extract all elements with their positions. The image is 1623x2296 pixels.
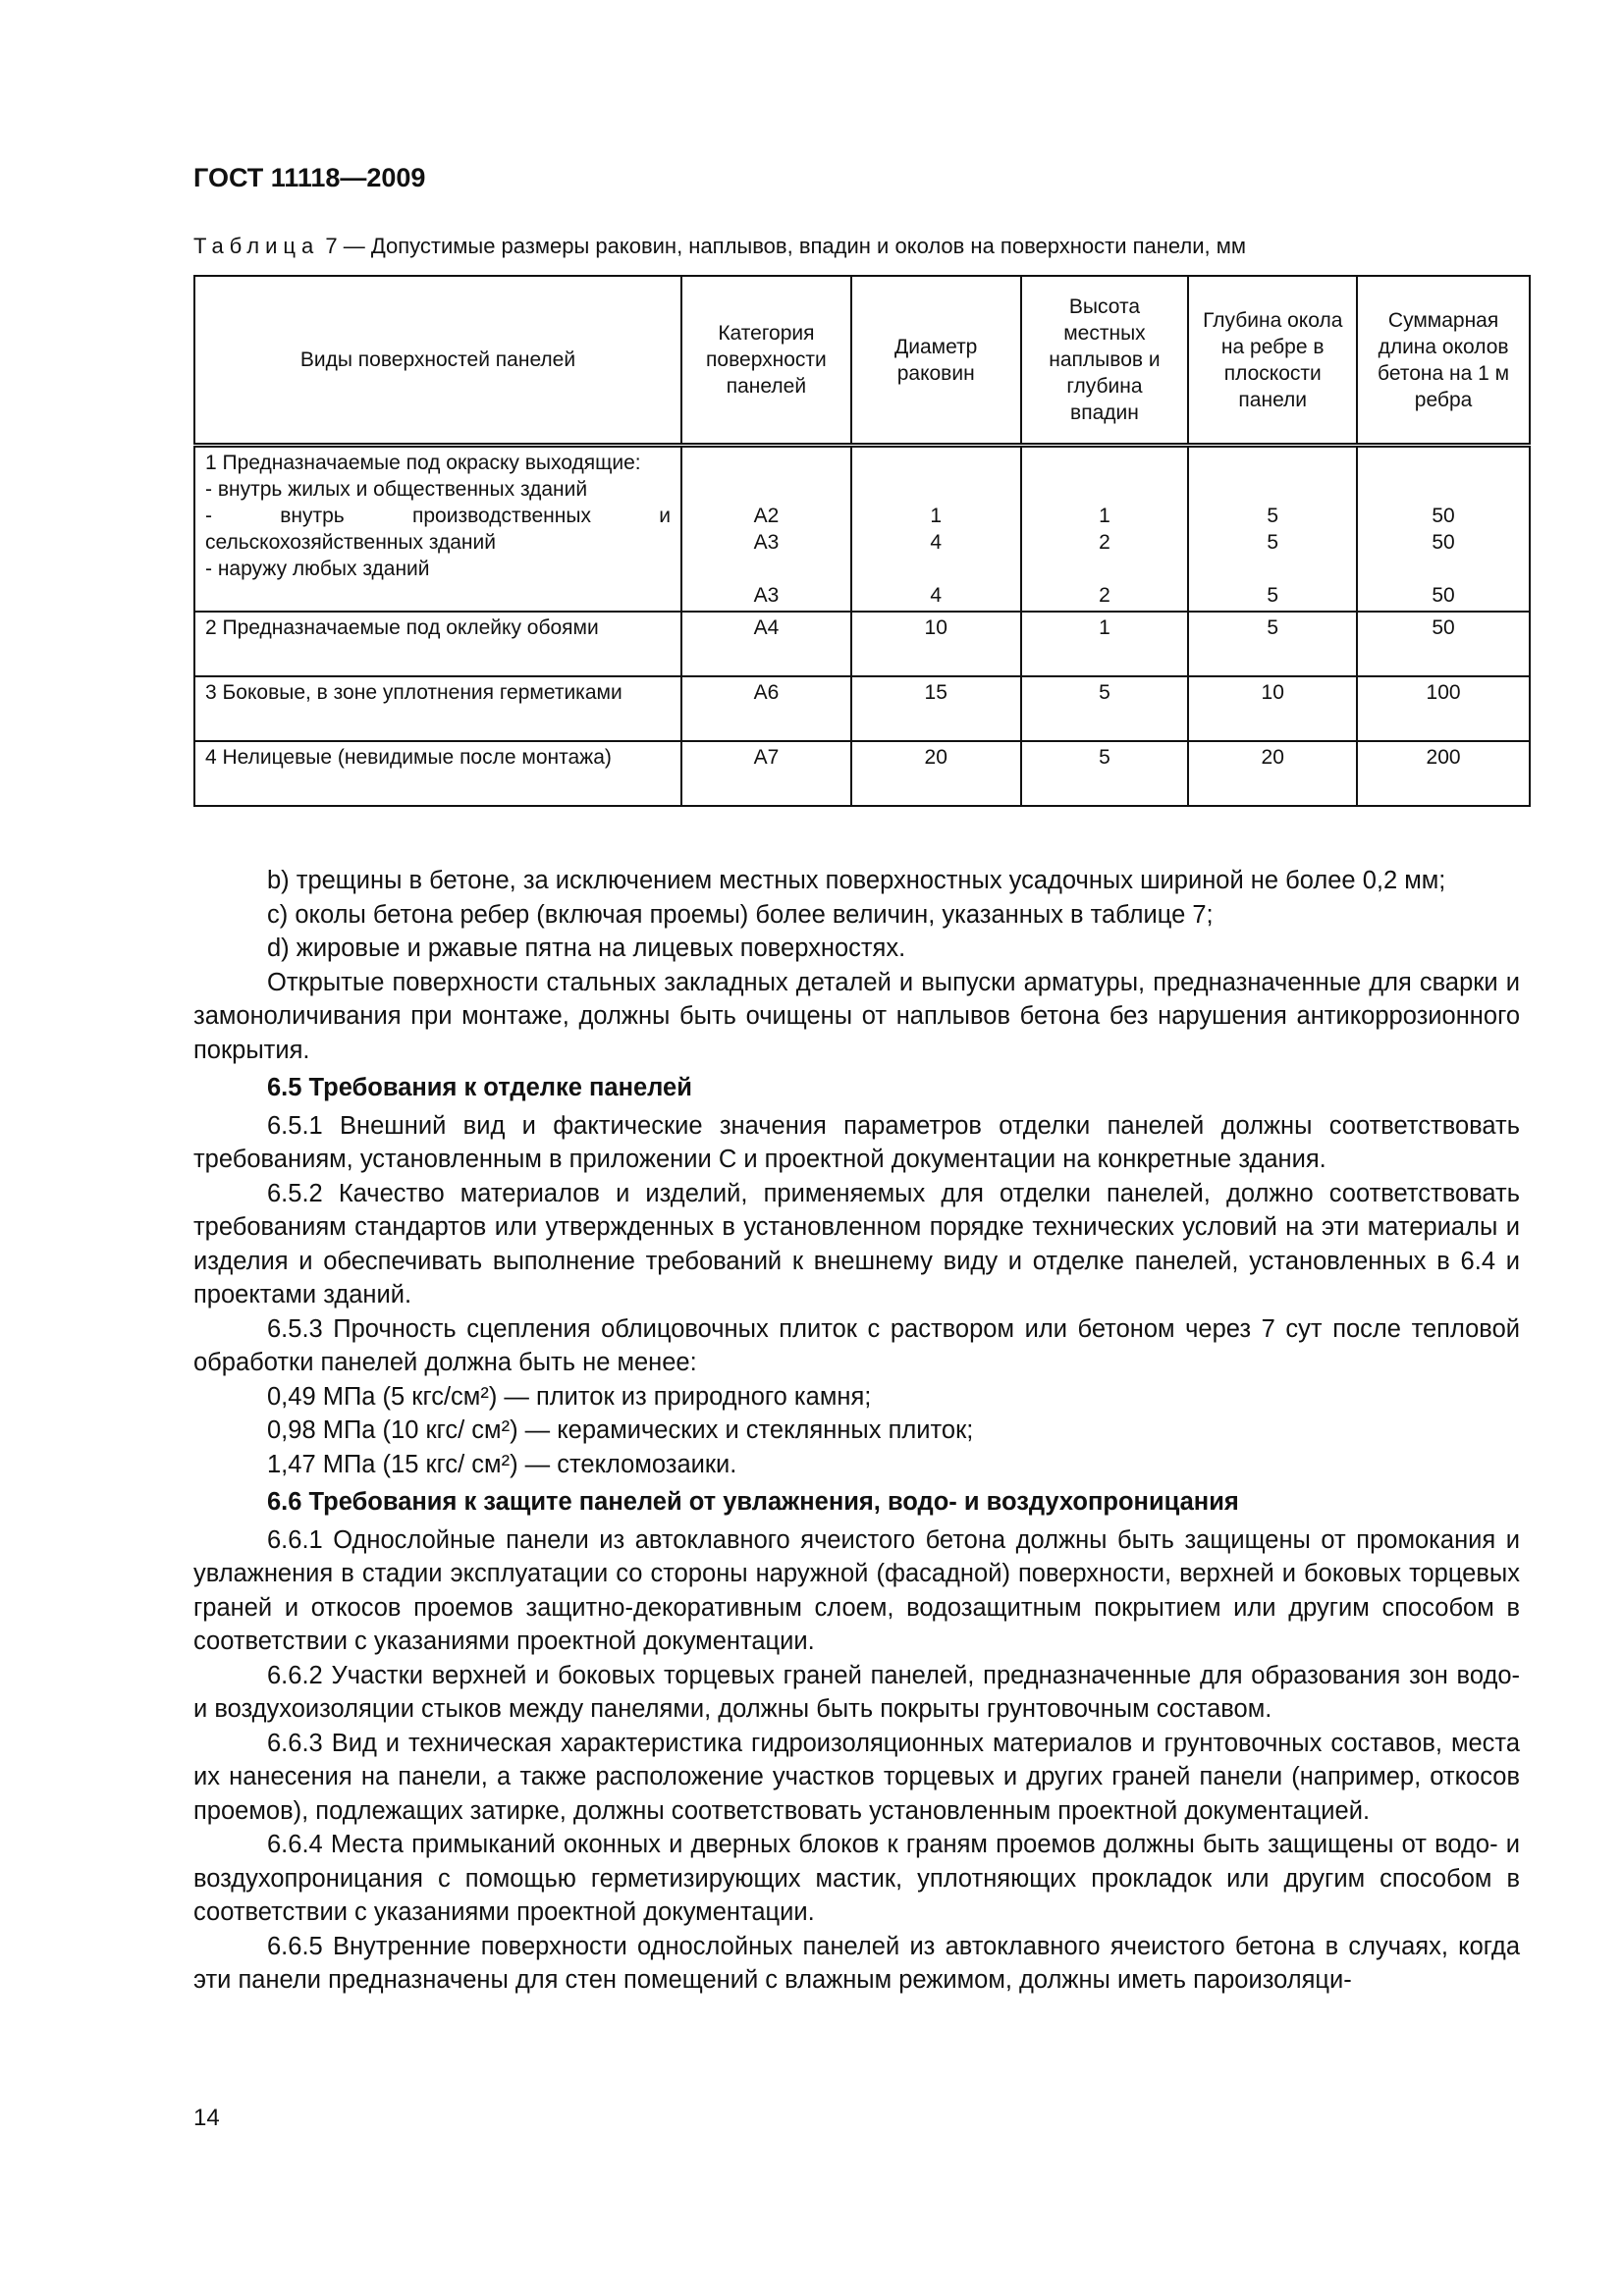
value-cell: А7 xyxy=(681,741,851,806)
sub-row-label: - внутрь производственных и сельскохозяйственных зданий xyxy=(205,505,671,554)
value-cell: 5 xyxy=(1021,741,1189,806)
header-cell: Категория поверхности панелей xyxy=(681,276,851,446)
value-cell: 10 xyxy=(851,612,1021,676)
cell-value: 1 xyxy=(1099,505,1110,527)
value-cell: 1 xyxy=(1021,612,1189,676)
paragraph: 6.5.3 Прочность сцепления облицовочных плиток с раствором или бетоном через 7 сут после тепловой обработки панелей должна быть не менее: xyxy=(193,1314,1520,1376)
paragraph: 6.5.1 Внешний вид и фактические значения параметров отделки панелей должны соответствовать требованиям, установленным в приложении С и проектной документации на конкретные здания. xyxy=(193,1111,1520,1173)
paragraph: 6.6.5 Внутренние поверхности однослойных панелей из автоклавного ячеистого бетона в случаях, когда эти панели предназначены для стен помещений с влажным режимом, должны иметь пароизоляци- xyxy=(193,1932,1520,1994)
value-cell xyxy=(1188,446,1357,613)
cell-value: 50 xyxy=(1432,584,1455,607)
header-cell: Глубина окола на ребре в плоскости панели xyxy=(1188,276,1357,446)
paragraph: 0,98 МПа (10 кгс/ см²) — керамических и стеклянных плиток; xyxy=(267,1416,974,1444)
document-body xyxy=(193,864,1520,1998)
value-cell: 10 xyxy=(1188,676,1357,741)
table-row xyxy=(194,446,1530,613)
row-label: 2 Предназначаемые под оклейку обоями xyxy=(194,612,681,676)
section-heading: 6.5 Требования к отделке панелей xyxy=(267,1074,692,1101)
table-row xyxy=(194,741,1530,806)
cell-value: 1 xyxy=(930,505,943,527)
value-cell: 20 xyxy=(1188,741,1357,806)
cell-value: 5 xyxy=(1267,584,1279,607)
header-cell: Суммарная длина околов бетона на 1 м ребра xyxy=(1357,276,1530,446)
table-row xyxy=(194,612,1530,676)
value-cell: А4 xyxy=(681,612,851,676)
value-cell xyxy=(681,446,851,613)
paragraph: d) жировые и ржавые пятна на лицевых поверхностях. xyxy=(267,934,906,962)
document-header: ГОСТ 11118—2009 xyxy=(193,163,426,192)
value-cell: 200 xyxy=(1357,741,1530,806)
value-cell xyxy=(1021,446,1189,613)
cell-value: 4 xyxy=(930,531,943,554)
paragraph: 6.5.2 Качество материалов и изделий, применяемых для отделки панелей, должно соответствовать требованиям стандартов или утвержденных в установленном порядке технических условий на эти материалы и изделия и обеспечивать выполнение требований к внешнему виду и отделке панелей, установленных в 6.4 и проектами зданий. xyxy=(193,1179,1520,1308)
cell-value: 5 xyxy=(1267,531,1279,554)
row-label: 4 Нелицевые (невидимые после монтажа) xyxy=(194,741,681,806)
cell-value: 5 xyxy=(1267,505,1279,527)
page-number: 14 xyxy=(193,2105,220,2131)
cell-value: 2 xyxy=(1099,531,1110,554)
value-cell: 50 xyxy=(1357,612,1530,676)
paragraph: 6.6.3 Вид и техническая характеристика гидроизоляционных материалов и грунтовочных составов, места их нанесения на панели, а также расположение участков торцевых и других граней панели (например, откосов проемов), подлежащих затирке, должны соответствовать установленным проектной документацией. xyxy=(193,1729,1520,1825)
table-caption xyxy=(193,234,1246,259)
value-cell: 20 xyxy=(851,741,1021,806)
value-cell: 5 xyxy=(1021,676,1189,741)
header-cell: Высота местных наплывов и глубина впадин xyxy=(1021,276,1189,446)
paragraph: c) околы бетона ребер (включая проемы) более величин, указанных в таблице 7; xyxy=(267,900,1214,929)
paragraph: 6.6.4 Места примыканий оконных и дверных блоков к граням проемов должны быть защищены от водо- и воздухопроницания с помощью герметизирующих мастик, уплотняющих прокладок или другим способом в соответствии с указаниями проектной документации. xyxy=(193,1831,1520,1926)
table-header-row xyxy=(194,276,1530,446)
table-row xyxy=(194,676,1530,741)
cell-value: 4 xyxy=(930,584,943,607)
paragraph: b) трещины в бетоне, за исключением местных поверхностных усадочных шириной не более 0,2 мм; xyxy=(267,867,1446,894)
value-cell xyxy=(851,446,1021,613)
cell-value: А3 xyxy=(753,584,780,607)
sub-row-label: - наружу любых зданий xyxy=(205,558,430,580)
cell-value: 50 xyxy=(1432,505,1455,527)
header-cell: Диаметр раковин xyxy=(851,276,1021,446)
paragraph: 0,49 МПа (5 кгс/см²) — плиток из природного камня; xyxy=(267,1382,872,1411)
row-label xyxy=(194,446,681,613)
cell-value: 2 xyxy=(1099,584,1110,607)
header-cell: Виды поверхностей панелей xyxy=(194,276,681,446)
cell-value: А2 xyxy=(753,505,780,527)
value-cell xyxy=(1357,446,1530,613)
paragraph: 1,47 МПа (15 кгс/ см²) — стекломозаики. xyxy=(267,1450,737,1478)
value-cell: А6 xyxy=(681,676,851,741)
value-cell: 100 xyxy=(1357,676,1530,741)
defects-table xyxy=(193,275,1531,807)
paragraph: 6.6.2 Участки верхней и боковых торцевых граней панелей, предназначенные для образования зон водо- и воздухоизоляции стыков между панелями, должны быть покрыты грунтовочным составом. xyxy=(193,1661,1520,1723)
table-caption-word: Таблица xyxy=(193,234,320,258)
sub-row-label: - внутрь жилых и общественных зданий xyxy=(205,478,588,501)
row-title: 1 Предназначаемые под окраску выходящие: xyxy=(205,452,641,474)
table-caption-text: 7 — Допустимые размеры раковин, наплывов, впадин и околов на поверхности панели, мм xyxy=(319,234,1247,258)
cell-value: 50 xyxy=(1432,531,1455,554)
paragraph: 6.6.1 Однослойные панели из автоклавного ячеистого бетона должны быть защищены от промокания и увлажнения в стадии эксплуатации со стороны наружной (фасадной) поверхности, верхней и боковых торцевых граней и откосов проемов защитно-декоративным слоем, водозащитным покрытием или другим способом в соответствии с указаниями проектной документации. xyxy=(193,1525,1520,1655)
value-cell: 5 xyxy=(1188,612,1357,676)
row-label: 3 Боковые, в зоне уплотнения герметиками xyxy=(194,676,681,741)
section-heading: 6.6 Требования к защите панелей от увлажнения, водо- и воздухопроницания xyxy=(267,1488,1239,1516)
cell-value: А3 xyxy=(753,531,780,554)
value-cell: 15 xyxy=(851,676,1021,741)
paragraph: Открытые поверхности стальных закладных деталей и выпуски арматуры, предназначенные для сварки и замоноличивания при монтаже, должны быть очищены от наплывов бетона без нарушения антикоррозионного покрытия. xyxy=(193,968,1520,1064)
